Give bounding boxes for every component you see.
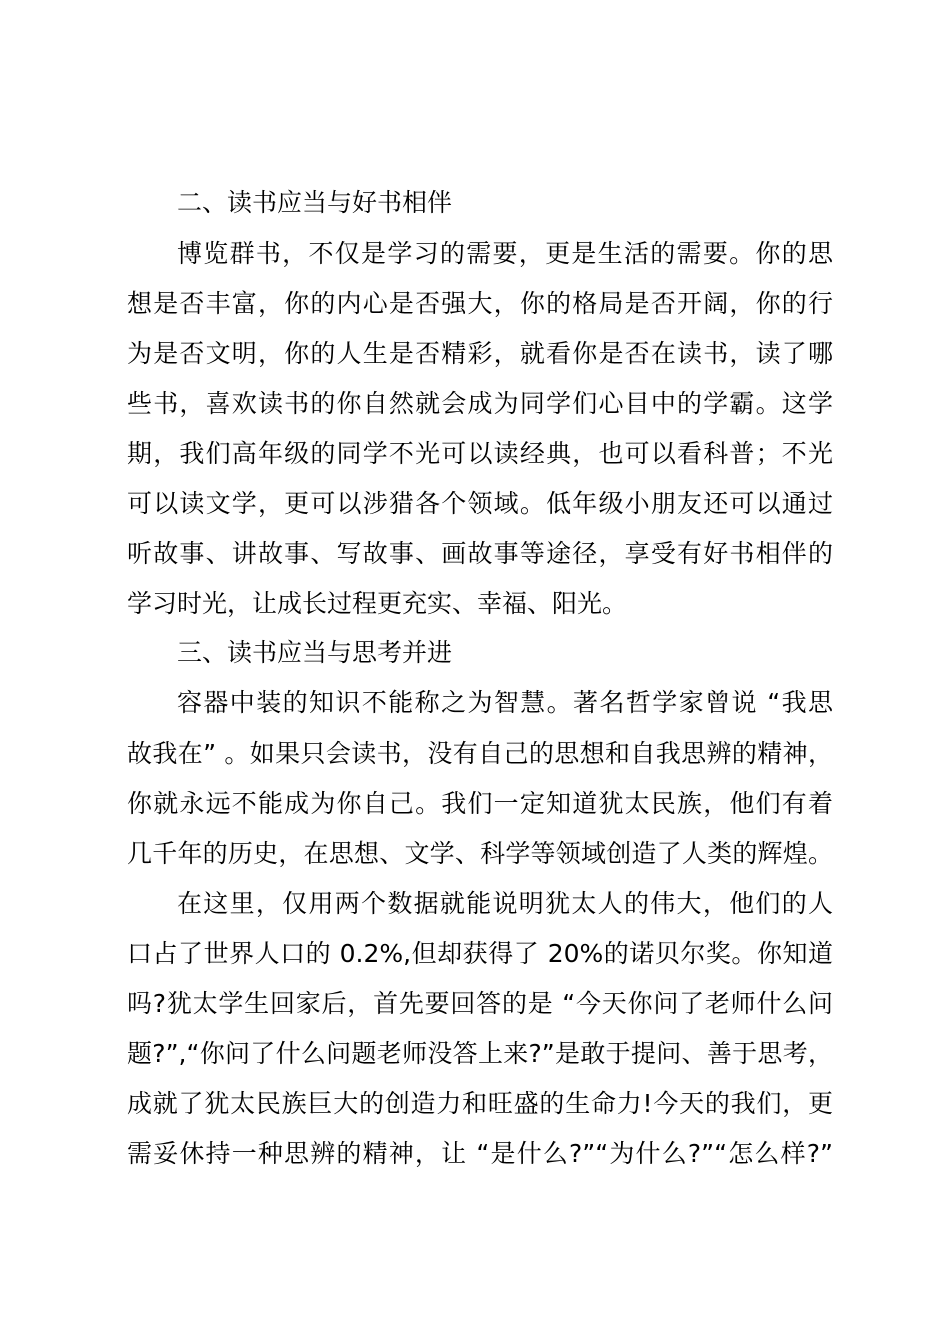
paragraph-line: 需妥休持一种思辨的精神，让 “是什么?”“为什么?”“怎么样?” xyxy=(127,1139,833,1168)
section-heading-3: 三、读书应当与思考并进 xyxy=(177,638,453,667)
paragraph-line: 为是否文明，你的人生是否精彩，就看你是否在读书，读了哪 xyxy=(127,339,833,368)
paragraph-line: 听故事、讲故事、写故事、画故事等途径，享受有好书相伴的 xyxy=(127,539,833,568)
section-heading-2: 二、读书应当与好书相伴 xyxy=(177,188,453,217)
paragraph-line: 可以读文学，更可以涉猎各个领域。低年级小朋友还可以通过 xyxy=(127,489,833,518)
paragraph-line: 博览群书，不仅是学习的需要，更是生活的需要。你的思 xyxy=(177,239,833,268)
paragraph-line: 几千年的历史，在思想、文学、科学等领域创造了人类的辉煌。 xyxy=(127,839,833,868)
paragraph-line: 期，我们高年级的同学不光可以读经典，也可以看科普；不光 xyxy=(127,439,833,468)
paragraph-line: 在这里，仅用两个数据就能说明犹太人的伟大，他们的人 xyxy=(177,889,833,918)
paragraph-line: 题?”,“你问了什么问题老师没答上来?”是敢于提问、善于思考， xyxy=(127,1039,833,1068)
paragraph-line: 吗?犹太学生回家后，首先要回答的是 “今天你问了老师什么问 xyxy=(127,989,833,1018)
paragraph-line: 容器中装的知识不能称之为智慧。著名哲学家曾说 “我思 xyxy=(177,688,833,717)
paragraph-line: 想是否丰富，你的内心是否强大，你的格局是否开阔，你的行 xyxy=(127,289,833,318)
paragraph-line: 故我在” 。如果只会读书，没有自己的思想和自我思辨的精神， xyxy=(127,739,833,768)
paragraph-line: 成就了犹太民族巨大的创造力和旺盛的生命力!今天的我们，更 xyxy=(127,1089,833,1118)
paragraph-line: 你就永远不能成为你自己。我们一定知道犹太民族，他们有着 xyxy=(127,789,833,818)
paragraph-line: 学习时光，让成长过程更充实、幸福、阳光。 xyxy=(127,589,628,618)
paragraph-line: 口占了世界人口的 0.2%,但却获得了 20%的诺贝尔奖。你知道 xyxy=(127,939,833,968)
paragraph-line: 些书，喜欢读书的你自然就会成为同学们心目中的学霸。这学 xyxy=(127,389,833,418)
